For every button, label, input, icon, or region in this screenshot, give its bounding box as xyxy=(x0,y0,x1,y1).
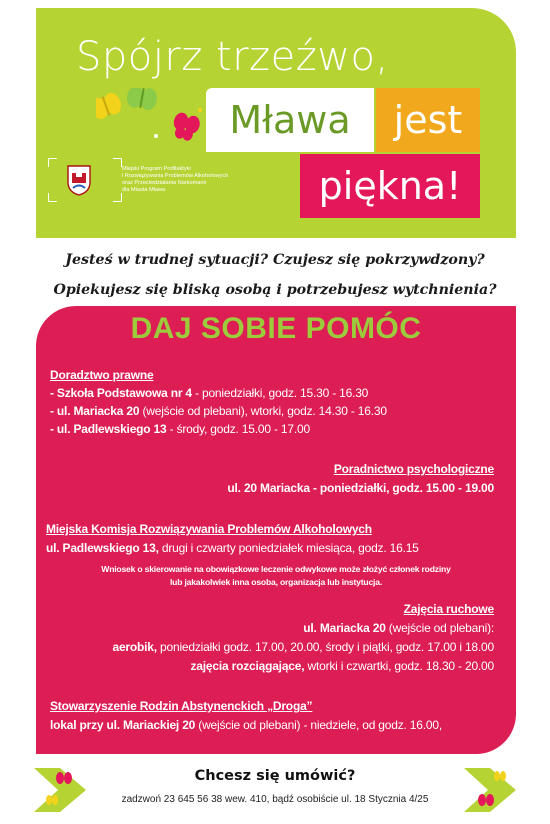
psych-heading: Poradnictwo psychologiczne xyxy=(333,462,494,476)
exercise-line-3: zajęcia rozciągające, wtorki i czwartki, godz. 18.30 - 20.00 xyxy=(190,659,494,673)
association-heading: Stowarzyszenie Rodzin Abstynenckich „Droga” xyxy=(50,699,313,713)
banner-word-piekna: piękna! xyxy=(300,154,480,218)
commission-note-2: lub jakakolwiek inna osoba, organizacja lub instytucja. xyxy=(169,577,383,587)
exercise-line-1: ul. Mariacka 20 (wejście od plebani): xyxy=(303,621,494,635)
question-line-1: Jesteś w trudnej sytuacji? Czujesz się pokrzywdzony? xyxy=(65,252,485,268)
panel-title: DAJ SOBIE POMÓC xyxy=(130,312,422,345)
psych-line: ul. 20 Mariacka - poniedziałki, godz. 15.00 - 19.00 xyxy=(227,481,494,495)
exercise-heading: Zajęcia ruchowe xyxy=(403,602,494,616)
campaign-banner xyxy=(36,8,516,238)
help-panel xyxy=(36,306,516,754)
legal-line-2: - ul. Mariacka 20 (wejście od plebani), wtorki, godz. 14.30 - 16.30 xyxy=(50,404,387,418)
call-to-action: Chcesz się umówić? xyxy=(194,768,356,784)
legal-line-1: - Szkoła Podstawowa nr 4 - poniedziałki, godz. 15.30 - 16.30 xyxy=(50,386,369,400)
city-crest-icon xyxy=(66,164,92,196)
commission-note-1: Wniosek o skierowanie na obowiązkowe leczenie odwykowe może złożyć członek rodziny xyxy=(101,564,451,574)
contact-line: zadzwoń 23 645 56 38 wew. 410, bądź osobiście ul. 18 Stycznia 4/25 xyxy=(121,794,429,805)
commission-line: ul. Padlewskiego 13, drugi i czwarty poniedziałek miesiąca, godz. 16.15 xyxy=(46,541,419,555)
banner-word-mlawa: Mława xyxy=(206,88,374,152)
banner-headline: Spójrz trzeźwo, xyxy=(76,34,389,80)
association-line: lokal przy ul. Mariackiej 20 (wejście od plebani) - niedziele, od godz. 16.00, xyxy=(50,718,442,732)
question-line-2: Opiekujesz się bliską osobą i potrzebujesz wytchnienia? xyxy=(53,282,497,298)
banner-word-jest: jest xyxy=(376,88,480,152)
butterflies-icon xyxy=(96,88,206,158)
legal-heading: Doradztwo prawne xyxy=(50,368,154,382)
commission-heading: Miejska Komisja Rozwiązywania Problemów Alkoholowych xyxy=(46,522,372,536)
legal-line-3: - ul. Padlewskiego 13 - środy, godz. 15.00 - 17.00 xyxy=(50,422,310,436)
exercise-line-2: aerobik, poniedziałki godz. 17.00, 20.00, środy i piątki, godz. 17.00 i 18.00 xyxy=(112,640,494,654)
program-text: Miejski Program Profilaktyki i Rozwiązywania Problemów Alkoholowych oraz Przeciwdziałania Narkomanii dla Miasta Mława xyxy=(122,166,229,193)
